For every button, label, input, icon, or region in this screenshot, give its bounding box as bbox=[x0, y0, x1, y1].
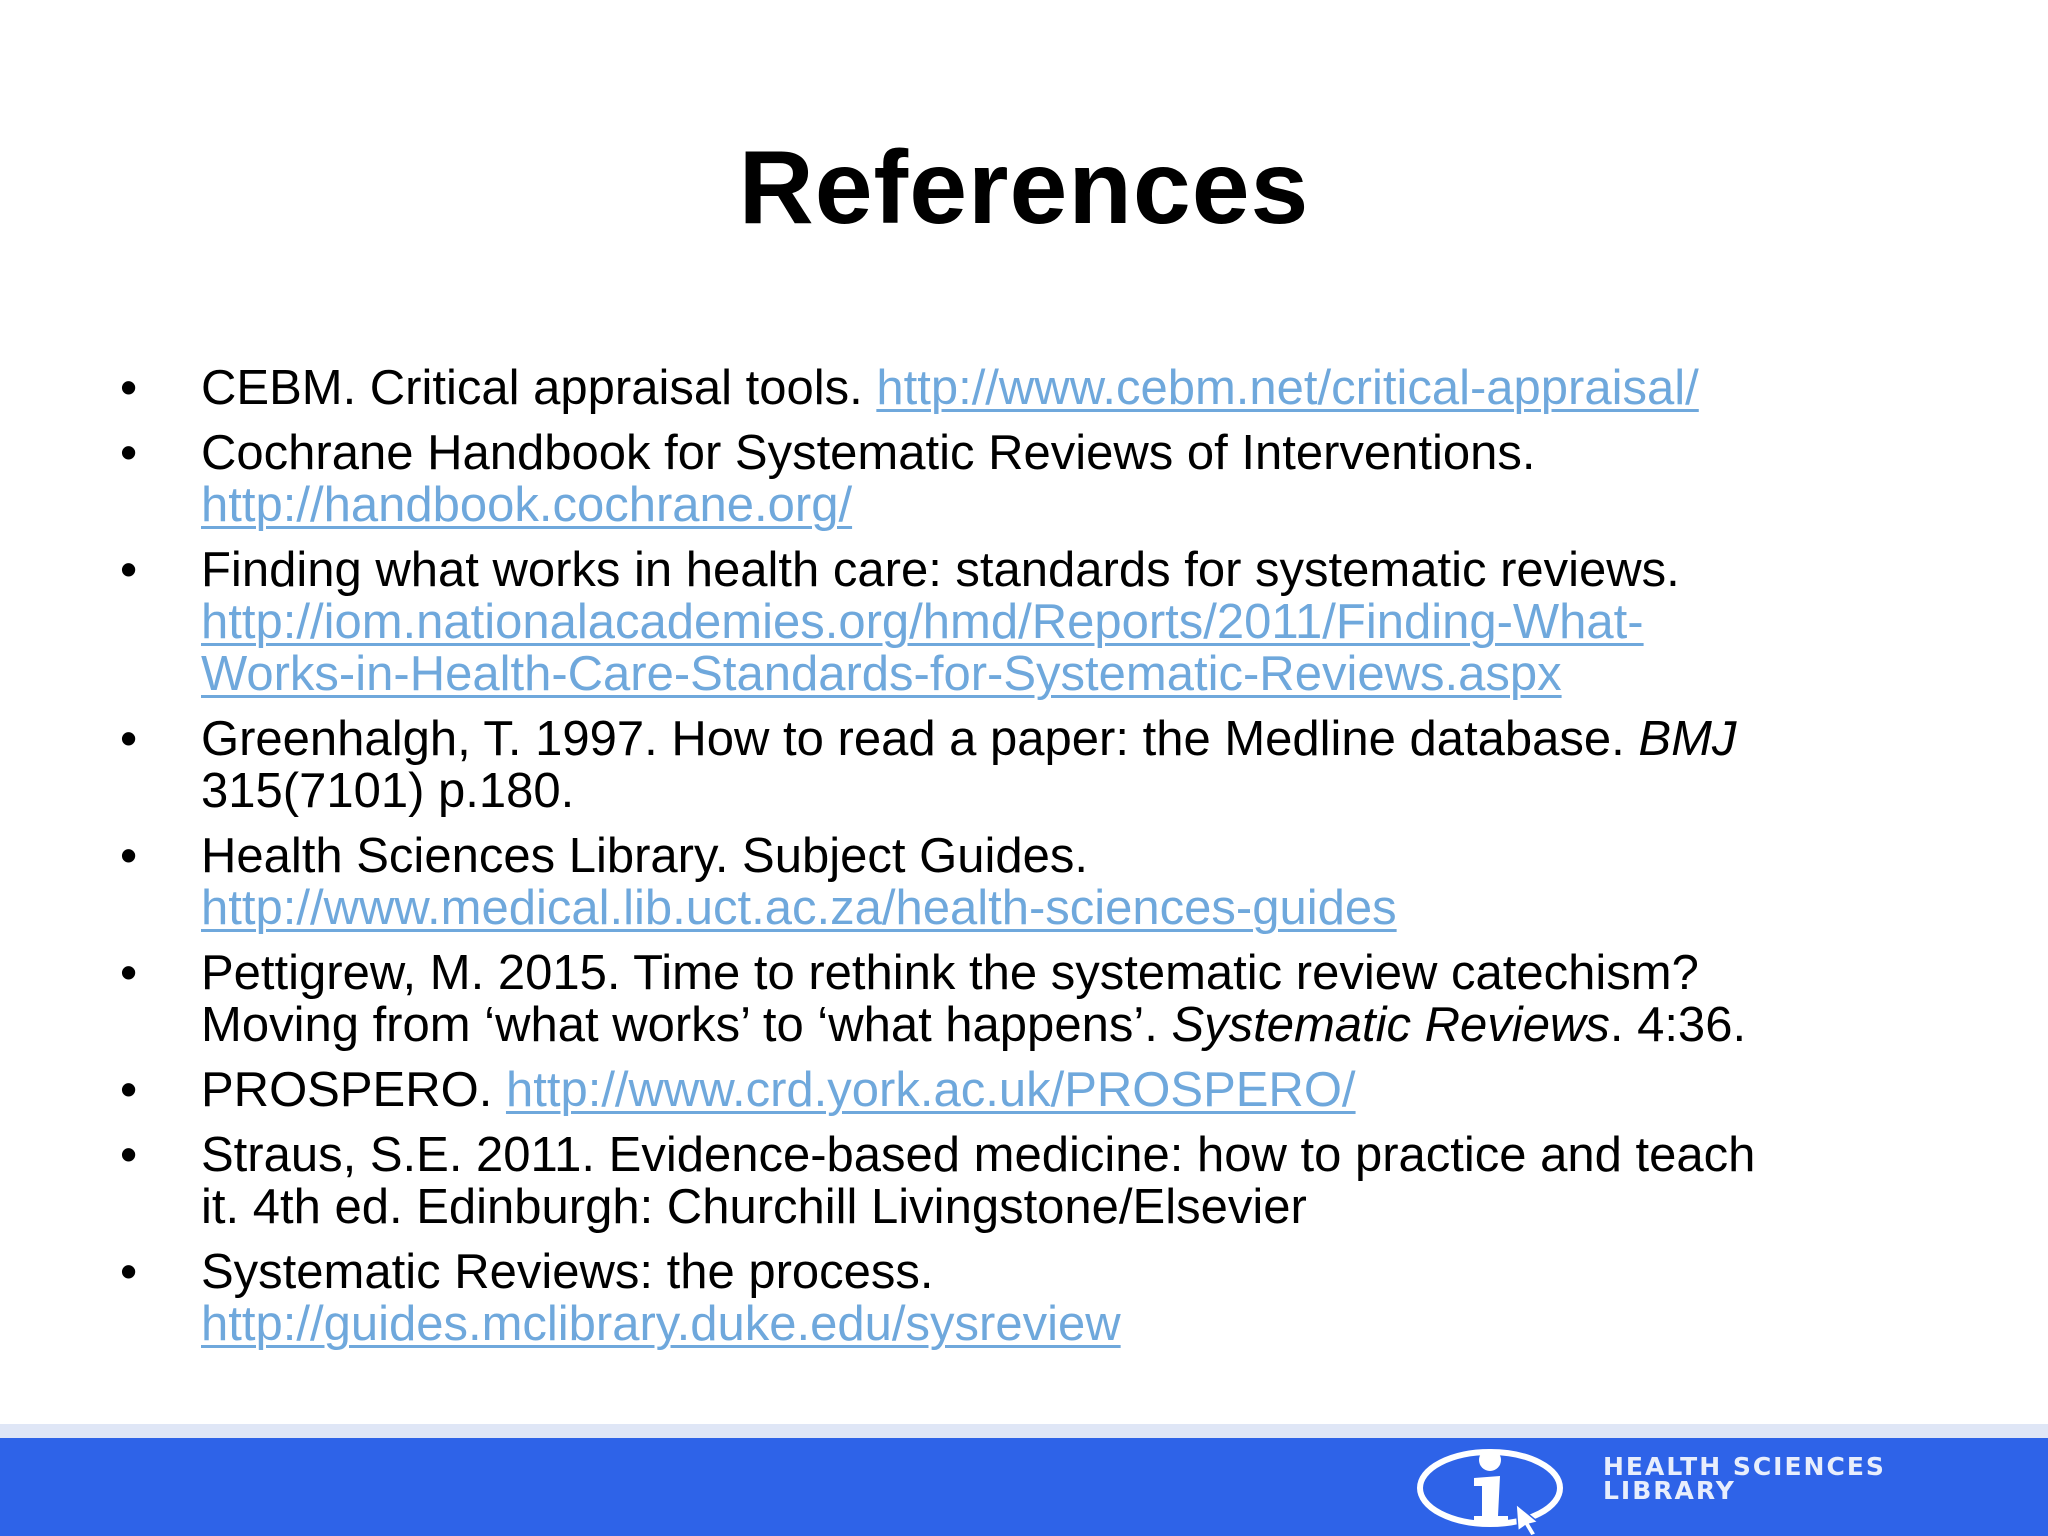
reference-line bbox=[201, 947, 1950, 999]
reference-item bbox=[120, 947, 1950, 1051]
reference-line bbox=[201, 765, 1950, 817]
reference-text: Health Sciences Library. Subject Guides. bbox=[201, 829, 1088, 883]
logo-text-line2: LIBRARY bbox=[1603, 1476, 1736, 1505]
logo-text-line1: HEALTH SCIENCES bbox=[1603, 1452, 1886, 1481]
bullet-icon: • bbox=[120, 543, 138, 597]
reference-item bbox=[120, 427, 1950, 531]
reference-item bbox=[120, 544, 1950, 700]
reference-text: Pettigrew, M. 2015. Time to rethink the systematic review catechism? bbox=[201, 946, 1699, 1000]
library-logo-text bbox=[1603, 1452, 1886, 1505]
reference-italic-text: Systematic Reviews bbox=[1171, 998, 1610, 1052]
reference-item bbox=[120, 1246, 1950, 1350]
reference-link[interactable]: http://iom.nationalacademies.org/hmd/Reports/2011/Finding-What- bbox=[201, 595, 1644, 649]
reference-line bbox=[201, 596, 1950, 648]
reference-line bbox=[201, 544, 1950, 596]
reference-text: it. 4th ed. Edinburgh: Churchill Livingstone/Elsevier bbox=[201, 1180, 1307, 1234]
reference-line bbox=[201, 427, 1950, 479]
reference-text: . 4:36. bbox=[1609, 998, 1747, 1052]
reference-italic-text: BMJ bbox=[1638, 712, 1737, 766]
reference-line bbox=[201, 648, 1950, 700]
bullet-icon: • bbox=[120, 712, 138, 766]
reference-text: Moving from ‘what works’ to ‘what happens’. bbox=[201, 998, 1172, 1052]
bullet-icon: • bbox=[120, 1063, 138, 1117]
reference-text: Cochrane Handbook for Systematic Reviews of Interventions. bbox=[201, 426, 1536, 480]
reference-link[interactable]: Works-in-Health-Care-Standards-for-Systematic-Reviews.aspx bbox=[201, 647, 1562, 701]
reference-line bbox=[201, 1181, 1950, 1233]
reference-text: 315(7101) p.180. bbox=[201, 764, 575, 818]
slide-title: References bbox=[738, 130, 1310, 246]
reference-line bbox=[201, 713, 1950, 765]
reference-link[interactable]: http://www.crd.york.ac.uk/PROSPERO/ bbox=[505, 1063, 1356, 1117]
reference-line bbox=[201, 1246, 1950, 1298]
reference-text: Greenhalgh, T. 1997. How to read a paper: the Medline database. bbox=[201, 712, 1639, 766]
reference-text: CEBM. Critical appraisal tools. bbox=[201, 361, 877, 415]
reference-text: PROSPERO. bbox=[201, 1063, 506, 1117]
reference-link[interactable]: http://www.cebm.net/critical-appraisal/ bbox=[876, 361, 1699, 415]
reference-line bbox=[201, 479, 1950, 531]
reference-item bbox=[120, 362, 1950, 414]
reference-line bbox=[201, 1064, 1950, 1116]
reference-line bbox=[201, 1298, 1950, 1350]
reference-line bbox=[201, 882, 1950, 934]
reference-link[interactable]: http://handbook.cochrane.org/ bbox=[201, 478, 853, 532]
reference-text: Straus, S.E. 2011. Evidence-based medicine: how to practice and teach bbox=[201, 1128, 1756, 1182]
reference-line bbox=[201, 1129, 1950, 1181]
footer-highlight-strip bbox=[0, 1424, 2048, 1438]
bullet-icon: • bbox=[120, 426, 138, 480]
reference-item bbox=[120, 1064, 1950, 1116]
reference-item bbox=[120, 713, 1950, 817]
reference-line bbox=[201, 999, 1950, 1051]
bullet-icon: • bbox=[120, 1128, 138, 1182]
reference-item bbox=[120, 1129, 1950, 1233]
reference-link[interactable]: http://guides.mclibrary.duke.edu/sysreview bbox=[201, 1297, 1121, 1351]
reference-text: Systematic Reviews: the process. bbox=[201, 1245, 934, 1299]
reference-link[interactable]: http://www.medical.lib.uct.ac.za/health-sciences-guides bbox=[201, 881, 1397, 935]
reference-item bbox=[120, 830, 1950, 934]
bullet-icon: • bbox=[120, 1245, 138, 1299]
bullet-icon: • bbox=[120, 829, 138, 883]
reference-line bbox=[201, 830, 1950, 882]
bullet-icon: • bbox=[120, 946, 138, 1000]
info-i-icon bbox=[1412, 1438, 1572, 1536]
bullet-icon: • bbox=[120, 361, 138, 415]
reference-text: Finding what works in health care: standards for systematic reviews. bbox=[201, 543, 1680, 597]
reference-list bbox=[120, 362, 1950, 1363]
reference-line bbox=[201, 362, 1950, 414]
